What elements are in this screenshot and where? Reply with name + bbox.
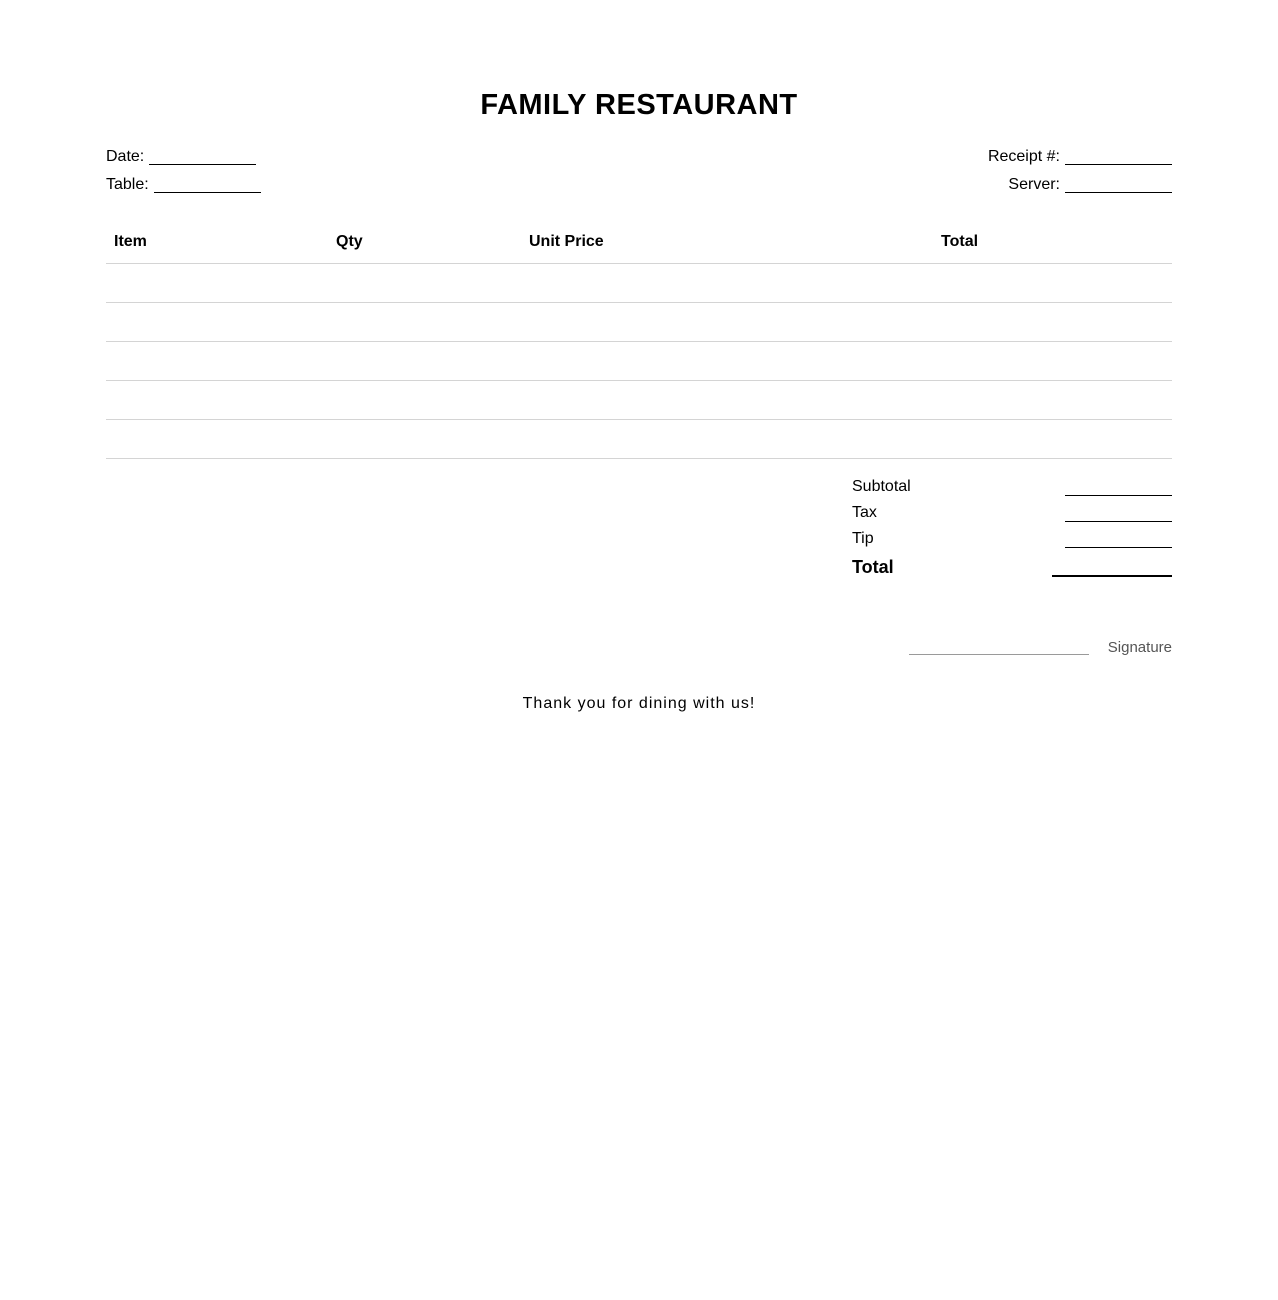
total-line [852, 557, 1172, 579]
tax-label: Tax [852, 504, 877, 521]
subtotal-line [852, 478, 1172, 498]
table-label: Table: [106, 176, 149, 193]
server-field [1008, 175, 1172, 195]
date-field [106, 147, 256, 167]
table-row [106, 381, 1172, 420]
table-row [106, 264, 1172, 303]
table-row [106, 342, 1172, 381]
tip-label: Tip [852, 530, 874, 547]
receipt-number-blank-line [1065, 164, 1172, 165]
tax-line [852, 504, 1172, 524]
receipt-number-label: Receipt #: [987, 148, 1060, 165]
server-label: Server: [1008, 176, 1060, 193]
table-field [106, 175, 261, 195]
tip-line [852, 530, 1172, 550]
table-blank-line [154, 192, 261, 193]
server-blank-line [1065, 192, 1172, 193]
total-label: Total [852, 557, 894, 577]
restaurant-title: FAMILY RESTAURANT [480, 89, 798, 121]
column-header-item: Item [114, 233, 147, 250]
table-row [106, 303, 1172, 342]
total-blank-line [1052, 575, 1172, 577]
thank-you-message: Thank you for dining with us! [522, 695, 756, 712]
column-header-total: Total [941, 233, 979, 250]
column-header-unit-price: Unit Price [529, 233, 604, 250]
receipt-number-field [988, 147, 1172, 167]
date-blank-line [149, 164, 256, 165]
subtotal-blank-line [1065, 495, 1172, 496]
subtotal-label: Subtotal [852, 478, 911, 495]
signature-label: Signature [1107, 639, 1172, 656]
column-header-qty: Qty [336, 233, 363, 250]
table-row [106, 420, 1172, 459]
tip-blank-line [1065, 547, 1172, 548]
signature-line [909, 654, 1089, 655]
tax-blank-line [1065, 521, 1172, 522]
items-table-header [106, 233, 1172, 264]
date-label: Date: [106, 148, 145, 165]
